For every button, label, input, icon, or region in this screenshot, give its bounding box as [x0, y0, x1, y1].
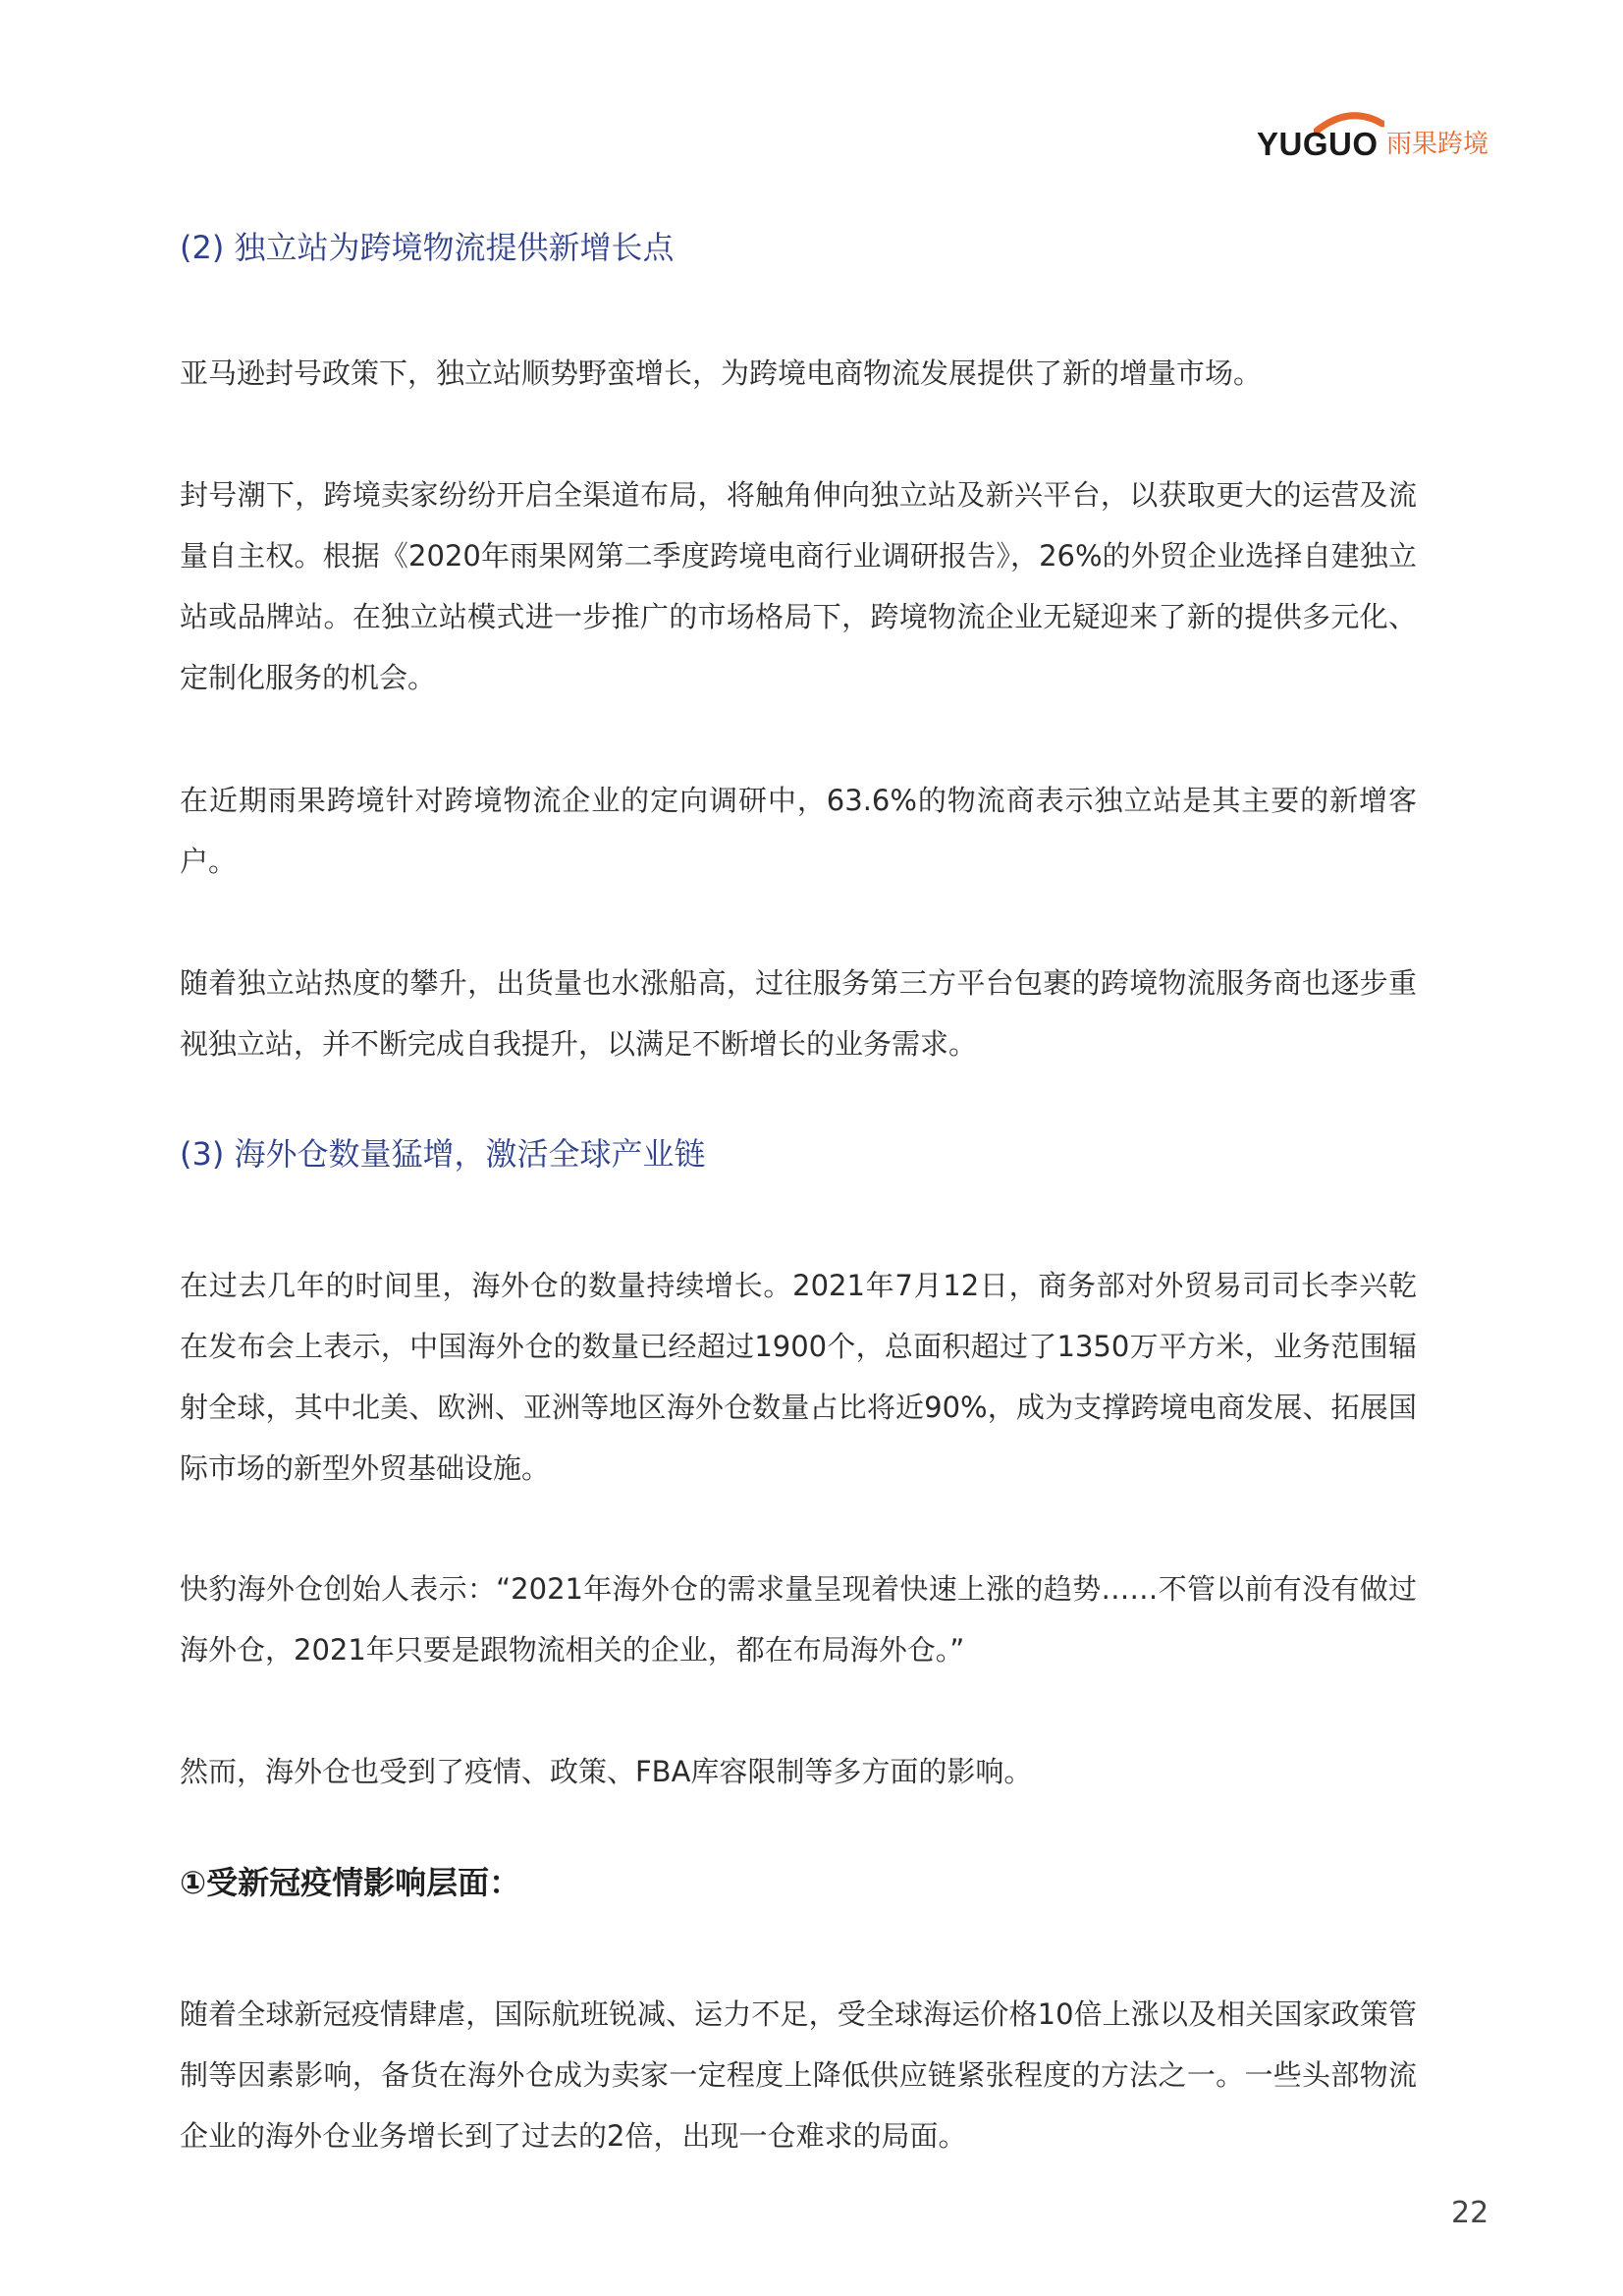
paragraph: 随着独立站热度的攀升，出货量也水涨船高，过往服务第三方平台包裹的跨境物流服务商也逐步重视独立站，并不断完成自我提升，以满足不断增长的业务需求。	[180, 966, 1417, 1061]
logo-wordmark: YUGUO	[1257, 126, 1379, 162]
paragraph: 在近期雨果跨境针对跨境物流企业的定向调研中，63.6%的物流商表示独立站是其主要的新增客户。	[180, 784, 1417, 878]
page-number: 22	[1451, 2196, 1489, 2230]
paragraph: 快豹海外仓创始人表示：“2021年海外仓的需求量呈现着快速上涨的趋势……不管以前有没有做过海外仓，2021年只要是跟物流相关的企业，都在布局海外仓。”	[180, 1572, 1417, 1667]
paragraph: 随着全球新冠疫情肆虐，国际航班锐减、运力不足，受全球海运价格10倍上涨以及相关国家政策管制等因素影响，备货在海外仓成为卖家一定程度上降低供应链紧张程度的方法之一。一些头部物流企业的海外仓业务增长到了过去的2倍，出现一仓难求的局面。	[180, 1997, 1417, 2153]
section-heading-3: (3) 海外仓数量猛增，激活全球产业链	[180, 1135, 706, 1173]
subsection-heading: ①受新冠疫情影响层面：	[180, 1864, 521, 1901]
section-heading-2: (2) 独立站为跨境物流提供新增长点	[180, 229, 675, 266]
paragraph: 封号潮下，跨境卖家纷纷开启全渠道布局，将触角伸向独立站及新兴平台，以获取更大的运营及流量自主权。根据《2020年雨果网第二季度跨境电商行业调研报告》，26%的外贸企业选择自建独立站或品牌站。在独立站模式进一步推广的市场格局下，跨境物流企业无疑迎来了新的提供多元化、定制化服务的机会。	[180, 478, 1417, 694]
paragraph: 亚马逊封号政策下，独立站顺势野蛮增长，为跨境电商物流发展提供了新的增量市场。	[180, 356, 1263, 390]
yuguo-logo	[1257, 110, 1492, 169]
paragraph: 然而，海外仓也受到了疫情、政策、FBA库容限制等多方面的影响。	[180, 1755, 1033, 1788]
paragraph: 在过去几年的时间里，海外仓的数量持续增长。2021年7月12日，商务部对外贸易司司长李兴乾在发布会上表示，中国海外仓的数量已经超过1900个，总面积超过了1350万平方米，业务范围辐射全球，其中北美、欧洲、亚洲等地区海外仓数量占比将近90%，成为支撑跨境电商发展、拓展国际市场的新型外贸基础设施。	[180, 1269, 1417, 1485]
logo-chinese-name: 雨果跨境	[1386, 130, 1489, 159]
